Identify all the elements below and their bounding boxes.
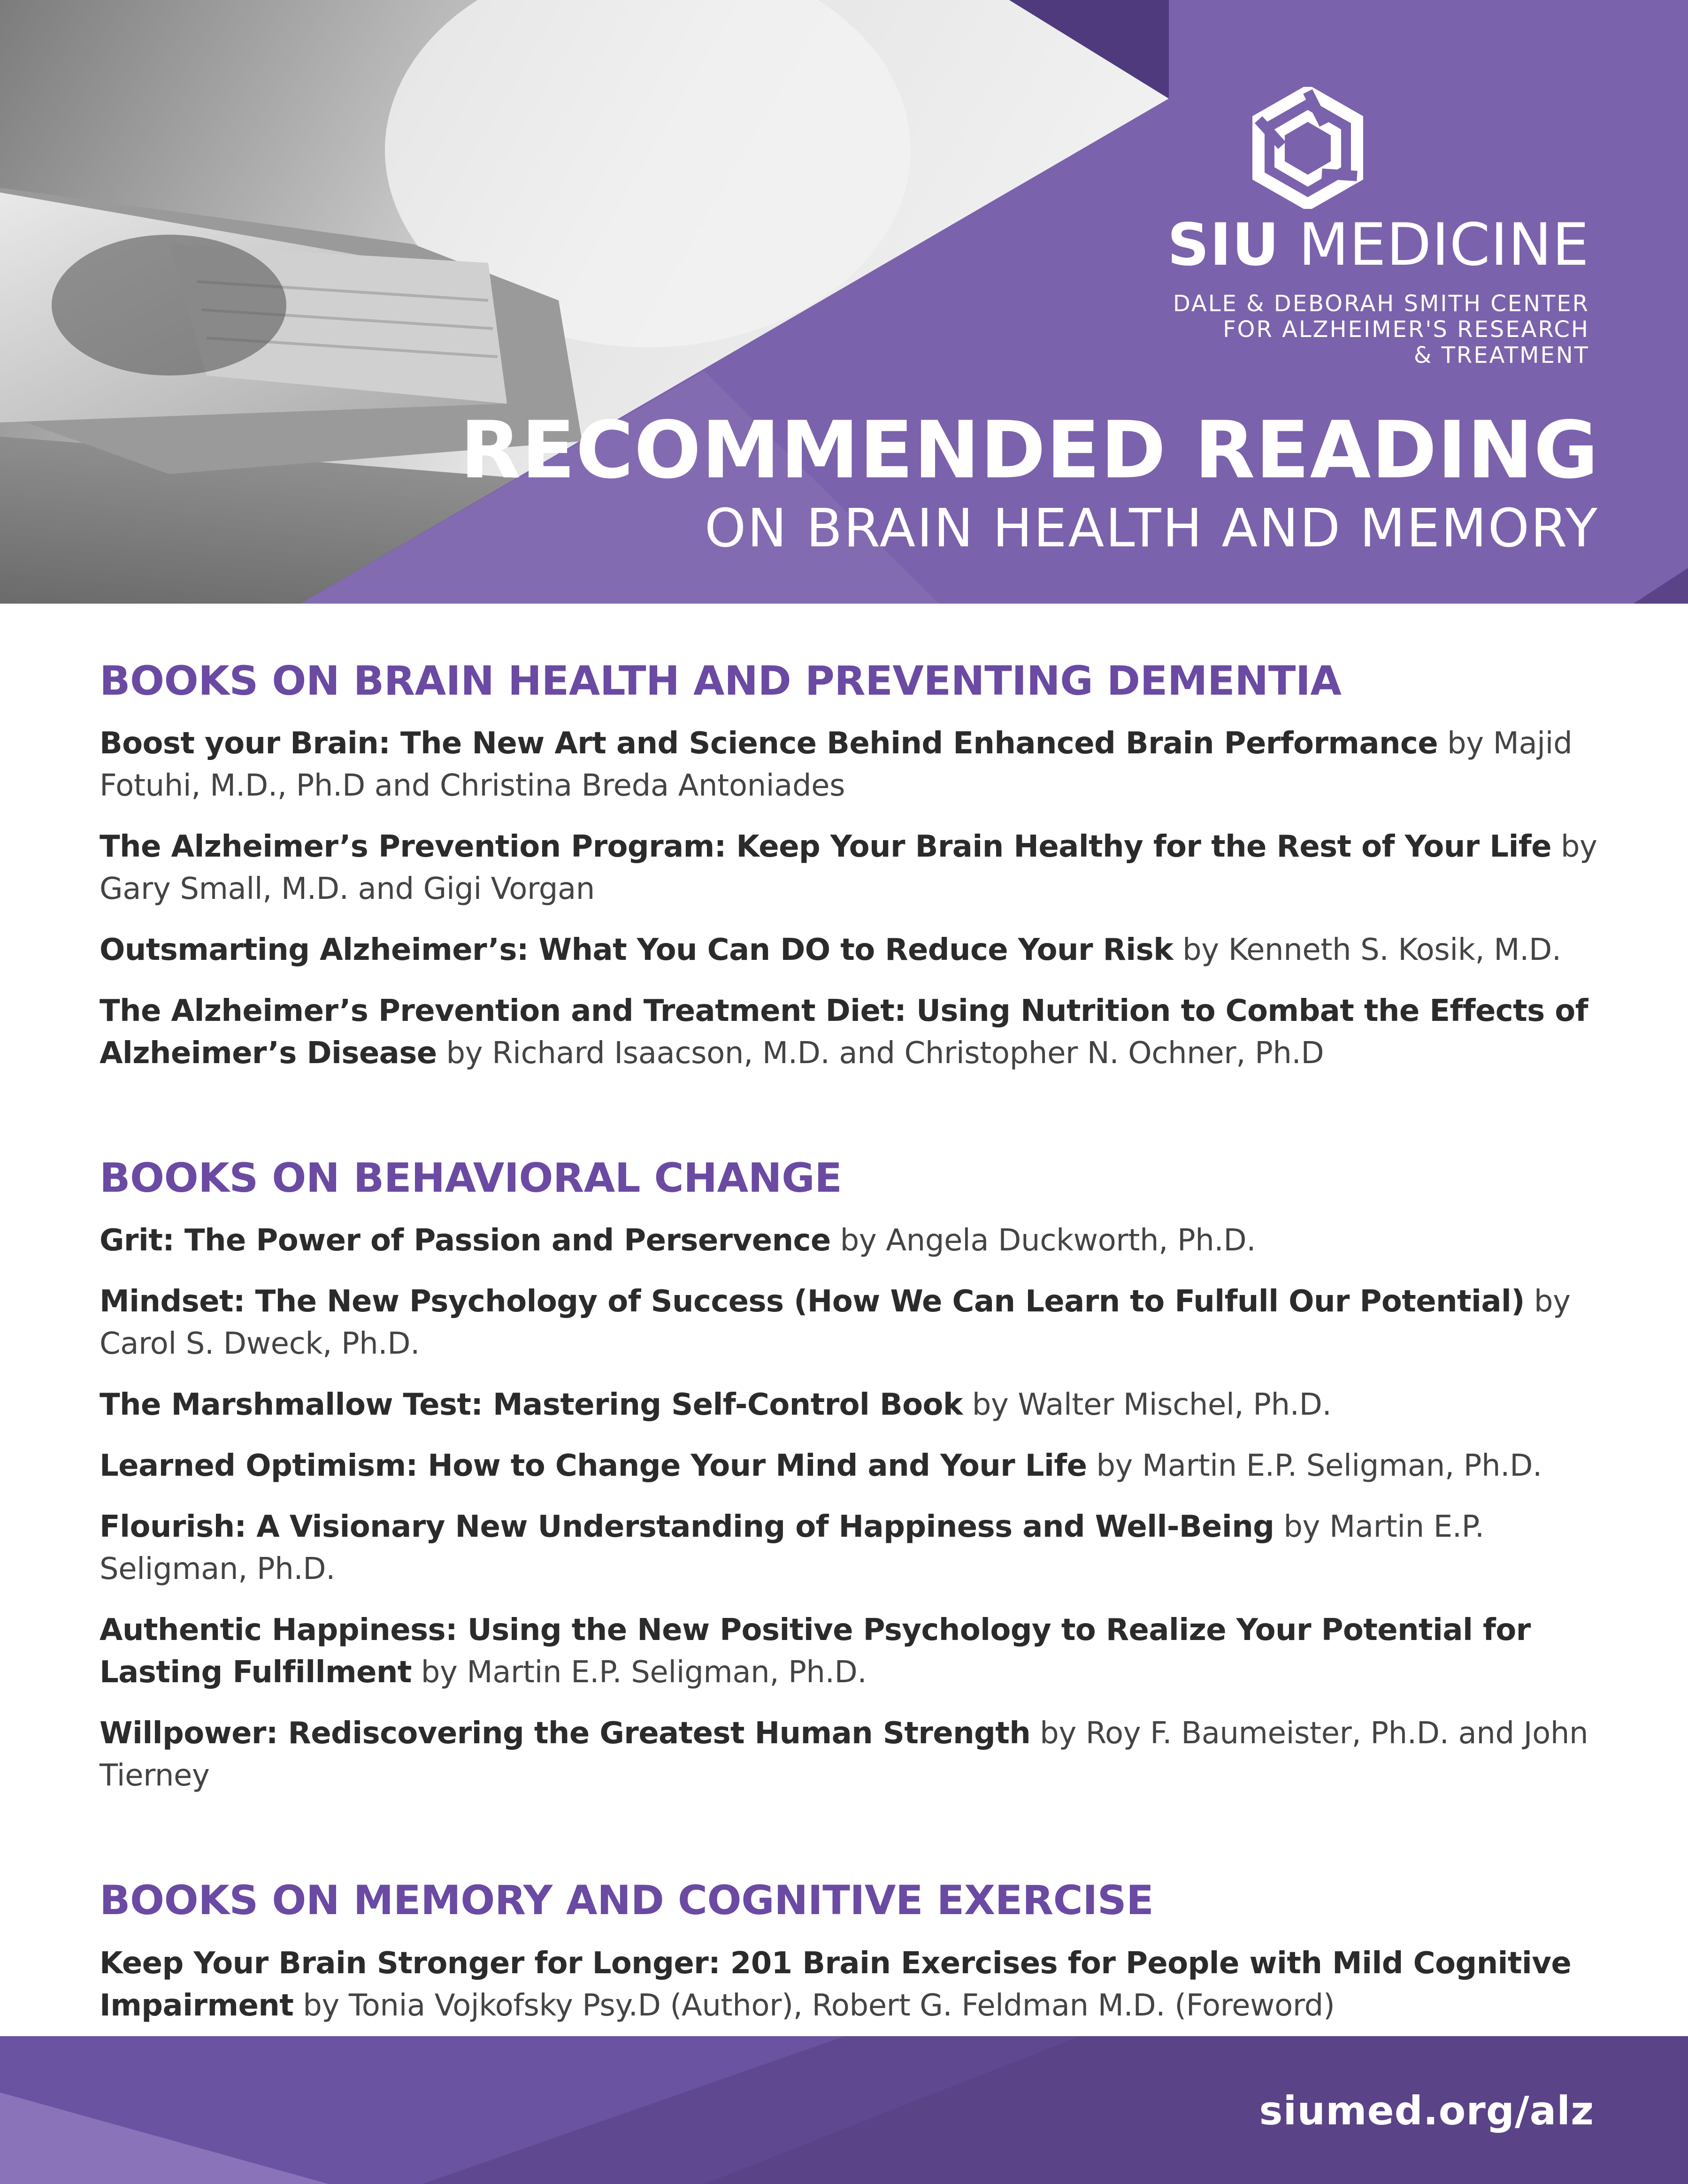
section-heading: BOOKS ON MEMORY AND COGNITIVE EXERCISE	[100, 1877, 1154, 1924]
book-entry	[100, 1445, 1602, 1487]
center-name	[1073, 291, 1589, 369]
book-entry	[100, 1942, 1602, 2027]
book-title: Willpower: Rediscovering the Greatest Human Strength	[100, 1716, 1031, 1751]
book-title: Flourish: A Visionary New Understanding of Happiness and Well-Being	[100, 1510, 1274, 1545]
book-author: by Tonia Vojkofsky Psy.D (Author), Robert G. Feldman M.D. (Foreword)	[293, 1988, 1335, 2023]
book-author: by Martin E.P. Seligman, Ph.D.	[100, 1510, 1484, 1587]
book-entry	[100, 1219, 1602, 1262]
book-entry	[100, 1609, 1602, 1694]
book-entry	[100, 1506, 1602, 1590]
center-name-line1: DALE & DEBORAH SMITH CENTER	[1173, 291, 1589, 317]
org-name	[1073, 211, 1589, 279]
book-entry	[100, 1712, 1602, 1797]
book-author: by Richard Isaacson, M.D. and Christopher N. Ochner, Ph.D	[437, 1036, 1324, 1071]
page-title: RECOMMENDED READING	[460, 404, 1599, 496]
section-brain-health	[100, 657, 1602, 1074]
section-behavioral-change	[100, 1154, 1602, 1797]
book-entry	[100, 929, 1602, 971]
book-title: Grit: The Power of Passion and Perservence	[100, 1223, 831, 1258]
book-title: Outsmarting Alzheimer’s: What You Can DO to Reduce Your Risk	[100, 933, 1174, 968]
book-title: Boost your Brain: The New Art and Science Behind Enhanced Brain Performance	[100, 726, 1438, 761]
website-link[interactable]: siumed.org/alz	[1259, 2088, 1594, 2134]
book-author: by Angela Duckworth, Ph.D.	[830, 1223, 1256, 1258]
logo-block	[1073, 92, 1589, 369]
book-title: The Alzheimer’s Prevention and Treatment Diet: Using Nutrition to Combat the Effects of Alzheimer’s Disease	[100, 994, 1588, 1071]
center-name-line2: FOR ALZHEIMER'S RESEARCH	[1223, 316, 1589, 343]
book-entry	[100, 1384, 1602, 1426]
org-name-rest: MEDICINE	[1298, 211, 1589, 279]
book-title: The Marshmallow Test: Mastering Self-Control Book	[100, 1387, 963, 1423]
reading-list	[100, 657, 1602, 2168]
book-title: Mindset: The New Psychology of Success (How We Can Learn to Fulfull Our Potential)	[100, 1284, 1525, 1319]
book-author: by Martin E.P. Seligman, Ph.D.	[1087, 1448, 1542, 1484]
book-author: by Kenneth S. Kosik, M.D.	[1173, 933, 1561, 968]
book-entry	[100, 722, 1602, 807]
book-entry	[100, 990, 1602, 1074]
center-name-line3: & TREATMENT	[1413, 342, 1589, 369]
book-author: by Gary Small, M.D. and Gigi Vorgan	[100, 829, 1597, 907]
book-entry	[100, 826, 1602, 910]
page-subtitle: ON BRAIN HEALTH AND MEMORY	[705, 498, 1599, 559]
book-author: by Walter Mischel, Ph.D.	[962, 1387, 1332, 1423]
book-author: by Roy F. Baumeister, Ph.D. and John Tierney	[100, 1716, 1588, 1793]
book-title: The Alzheimer’s Prevention Program: Keep Your Brain Healthy for the Rest of Your Life	[100, 829, 1551, 865]
hexagon-logo-icon	[1249, 87, 1366, 209]
section-heading: BOOKS ON BRAIN HEALTH AND PREVENTING DEMENTIA	[100, 658, 1342, 705]
org-name-bold: SIU	[1167, 211, 1280, 279]
book-title: Learned Optimism: How to Change Your Mind and Your Life	[100, 1448, 1087, 1484]
book-entry	[100, 1280, 1602, 1365]
section-heading: BOOKS ON BEHAVIORAL CHANGE	[100, 1155, 842, 1202]
book-author: by Martin E.P. Seligman, Ph.D.	[411, 1655, 867, 1690]
book-author: by Carol S. Dweck, Ph.D.	[100, 1284, 1571, 1362]
book-author: by Majid Fotuhi, M.D., Ph.D and Christina Breda Antoniades	[100, 726, 1573, 804]
footer-band	[0, 2036, 1688, 2184]
book-title: Authentic Happiness: Using the New Positive Psychology to Realize Your Potential for Lasting Fulfillment	[100, 1613, 1531, 1690]
header-banner	[0, 0, 1688, 604]
book-title: Keep Your Brain Stronger for Longer: 201 Brain Exercises for People with Mild Cognitive Impairment	[100, 1946, 1572, 2023]
